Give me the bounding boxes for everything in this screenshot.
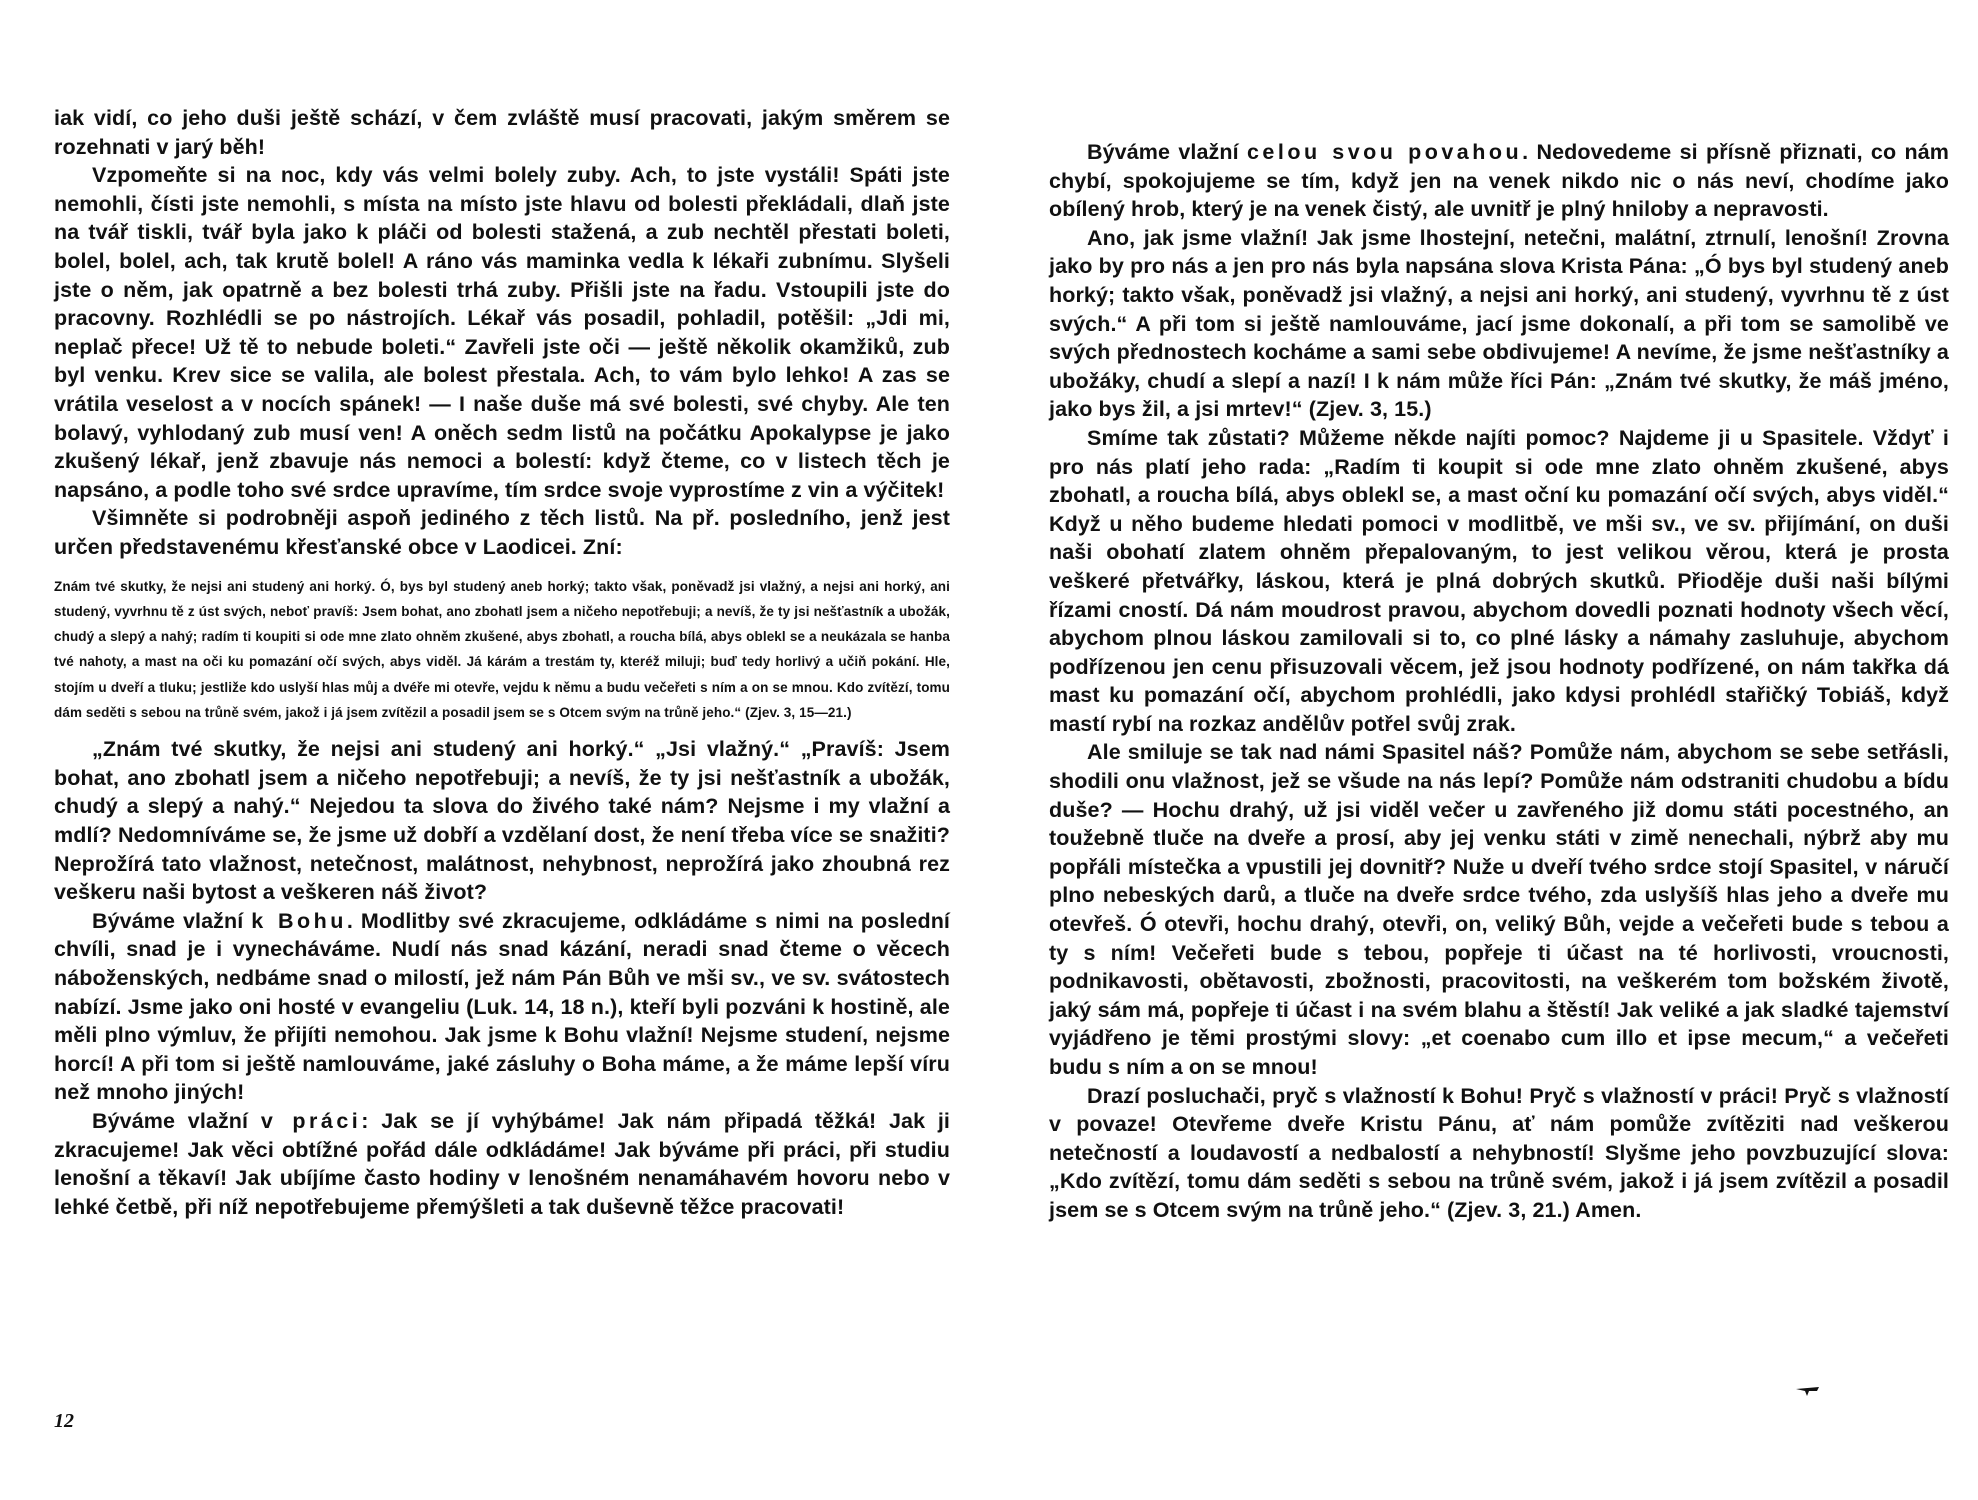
paragraph: Ale smiluje se tak nad námi Spasitel náš? Pomůže nám, abychom se sebe setřásli, shodili onu vlažnost, jež se všude na nás lepí? Pomůže nám odstraniti chudobu a bídu duše? — Hochu drahý, už jsi viděl večer u zavřeného již domu státi pocestného, an toužebně tluče na dveře a prosí, aby jej venku státi v zimě nenechali, nýbrž aby mu popřáli místečka a vpustili jej dovnitř? Nuže u dveří tvého srdce stojí Spasitel, v náručí plno nebeských darů, a tluče na dveře srdce tvého, zda uslyšíš hlas jeho a dveře mu otevřeš. Ó otevři, hochu drahý, otevři, on, veliký Bůh, vejde a večeřeti bude s tebou a ty s ním! Večeřeti bude s tebou, popřeje ti účast na té horlivosti, vroucnosti, podnikavosti, obětavosti, zbožnosti, pracovitosti, na veškerém tom božském životě, jaký sám má, popřeje ti účast i na svém blahu a štěstí! Jak veliké a jak sladké tajemství vyjádřeno je těmi prostými slovy: „et coenabo cum illo et ipse mecum,“ a večeřeti budu s ním a on se mnou! [1049,740,1949,1079]
page-number: 12 [54,1410,74,1432]
text-run: : Jak se jí vyhýbáme! Jak nám připadá těžká! Jak ji zkracujeme! Jak věci obtížné pořád dále odkládáme! Jak býváme při práci, při studiu lenošní a těkaví! Jak ubíjíme často hodiny v lenošném nenamáhavém hovoru nebo v lehké četbě, při níž nepotřebujeme přemýšleti a tak duševně těžce pracovati! [54,1109,950,1219]
print-mark-icon [1795,1384,1821,1398]
bible-quote: Znám tvé skutky, že nejsi ani studený ani horký. Ó, bys byl studený aneb horký; takto však, poněvadž jsi vlažný, a nejsi ani horký, ani studený, vyvrhnu tě z úst svých, neboť pravíš: Jsem bohat, ano zbohatl jsem a ničeho nepotřebuji; a nevíš, že ty jsi nešťastník a ubožák, chudý a slepý a nahý; radím ti koupiti si ode mne zlato ohněm zkušené, abys zbohatl, a roucha bílá, abys oblekl se a neukázala se hanba tvé nahoty, a mast na oči ku pomazání očí svých, abys viděl. Já kárám a trestám ty, kteréž miluji; buď tedy horlivý a učiň pokání. Hle, stojím u dveří a tluku; jestliže kdo uslyší hlas můj a dvéře mi otevře, vejdu k němu a budu večeřeti s ním a on se mnou. Kdo zvítězí, tomu dám seděti s sebou na trůně svém, jakož i já jsem zvítězil a posadil jsem se s Otcem svým na trůně jeho.“ (Zjev. 3, 15—21.) [54,578,950,720]
spaced-emphasis: v práci [260,1109,362,1133]
paragraph-vlazni-v-praci [54,1107,950,1221]
paragraph: iak vidí, co jeho duši ještě schází, v čem zvláště musí pracovati, jakým směrem se rozehnati v jarý běh! [54,106,950,159]
text-run: Býváme vlažní [1087,140,1247,164]
paragraph: Smíme tak zůstati? Můžeme někde najíti pomoc? Najdeme ji u Spasitele. Vždyť i pro nás platí jeho rada: „Radím ti koupit si ode mne zlato ohněm zkušené, abys zbohatl, a roucha bílá, abys oblekl se, a mast oční ku pomazání očí svých, abys viděl.“ Když u něho budeme hledati pomoci v modlitbě, ve mši sv., ve sv. přijímání, on duši naši obohatí zlatem ohněm přepalovaným, to jest velikou věrou, která je prosta veškeré přetvářky, láskou, která je plná dobrých skutků. Přioděje duši naši bílými řízami cností. Dá nám moudrost pravou, abychom dovedli poznati hodnoty všech věcí, abychom plnou láskou zamilovali si to, co plné lásky a námahy zasluhuje, abychom podřízenou jen cenu přisuzovali věcem, jež jsou hodnoty podřízené, on nám takřka dá mast ku pomazání očí, abychom prohlédli, jako kdysi prohlédl stařičký Tobiáš, když mastí rybí na rozkaz andělův potřel svůj zrak. [1049,425,1949,736]
paragraph: Všimněte si podrobněji aspoň jediného z těch listů. Na př. posledního, jenž jest určen představenému křesťanské obce v Laodicei. Zní: [54,506,950,559]
spaced-emphasis: k Bohu [251,908,347,933]
paragraph: Ano, jak jsme vlažní! Jak jsme lhostejní, netečni, malátní, ztrnulí, lenošní! Zrovna jako by pro nás a jen pro nás byla napsána slova Krista Pána: „Ó bys byl studený aneb horký; takto však, poněvadž jsi vlažný, a nejsi ani horký, ani studený, vyvrhnu tě z úst svých.“ A při tom si ještě namlouváme, jací jsme dokonalí, a při tom se samolibě ve svých přednostech kocháme a sami sebe obdivujeme! A nevíme, že jsme nešťastníky a ubožáky, chudí a slepí a nazí! I k nám může říci Pán: „Znám tvé skutky, že máš jméno, jako bys žil, a jsi mrtev!“ (Zjev. 3, 15.) [1049,225,1949,422]
text-run: . Modlitby své zkracujeme, odkládáme s nimi na poslední chvíli, snad je i vynecháváme. Nudí nás snad kázání, neradi snad čteme o věcech náboženských, nedbáme snad o milostí, jež nám Pán Bůh ve mši sv., ve sv. svátostech nabízí. Jsme jako oni hosté v evangeliu (Luk. 14, 18 n.), kteří byli pozváni k hostině, ale měli plno výmluv, že přijíti nemohou. Jak jsme k Bohu vlažní! Nejsme studení, nejsme horcí! A při tom si ještě namlouváme, jaké zásluhy o Boha máme, a že máme lepší víru než mnoho jiných! [54,908,950,1105]
paragraph: „Znám tvé skutky, že nejsi ani studený ani horký.“ „Jsi vlažný.“ „Pravíš: Jsem bohat, ano zbohatl jsem a ničeho nepotřebuji; a nevíš, že ty jsi nešťastník a ubožák, chudý a slepý a nahý.“ Nejedou ta slova do živého také nám? Nejsme i my vlažní a mdlí? Nedomníváme se, že jsme už dobří a vzdělaní dost, že není třeba více se snažiti? Neprožírá tato vlažnost, netečnost, malátnost, nehybnost, neprožírá jako zhoubná rez veškeru naši bytost a veškeren náš život? [54,737,950,905]
text-run: . Nedovedeme si přísně přiznati, co nám chybí, spokojujeme se tím, když jen na venek nikdo nic o nás neví, chodíme jako obílený hrob, který je na venek čistý, ale uvnitř je plný hniloby a nepravosti. [1049,140,1949,222]
left-text-column [54,104,950,1221]
right-text-column [1049,138,1949,1225]
right-page [989,0,1978,1500]
text-run: Býváme vlažní [92,908,252,933]
paragraph-vlazni-k-bohu [54,907,950,1107]
text-run: Býváme vlažní [92,1109,261,1133]
spaced-emphasis: celou svou povahou [1246,140,1523,164]
paragraph: Drazí posluchači, pryč s vlažností k Bohu! Pryč s vlažností v práci! Pryč s vlažností v povaze! Otevřeme dveře Kristu Pánu, ať nám pomůže zvítěziti nad veškerou netečností a loudavostí a nedbalostí a nehybností! Slyšme jeho povzbuzující slova: „Kdo zvítězí, tomu dám seděti s sebou na trůně svém, jakož i já jsem zvítězil a posadil jsem se s Otcem svým na trůně jeho.“ (Zjev. 3, 21.) Amen. [1049,1083,1949,1222]
paragraph: Vzpomeňte si na noc, kdy vás velmi bolely zuby. Ach, to jste vystáli! Spáti jste nemohli, čísti jste nemohli, s místa na místo jste hlavu od bolesti překládali, dlaň jste na tvář tiskli, tvář byla jako k pláči od bolesti stažená, a zub nechtěl přestati boleti, bolel, bolel, ach, tak krutě bolel! A ráno vás maminka vedla k lékaři zubnímu. Slyšeli jste o něm, jak opatrně a bez bolesti trhá zuby. Přišli jste na řadu. Vstoupili jste do pracovny. Rozhlédli se po nástrojích. Lékař vás posadil, pohladil, potěšil: „Jdi mi, neplač přece! Už tě to nebude boleti.“ Zavřeli jste oči — ještě několik okamžiků, zub byl venku. Krev sice se valila, ale bolest přestala. Ach, to vám bylo lehko! A zas se vrátila veselost a v nocích spánek! — I naše duše má své bolesti, své chyby. Ale ten bolavý, vyhlodaný zub musí ven! A oněch sedm listů na počátku Apokalypse je jako zkušený lékař, jenž zbavuje nás nemoci a bolestí: když čteme, co v listech těch je napsáno, a podle toho své srdce upravíme, tím srdce svoje vyprostíme z vin a výčitek! [54,163,950,502]
paragraph-vlazni-povahou [1049,138,1949,224]
